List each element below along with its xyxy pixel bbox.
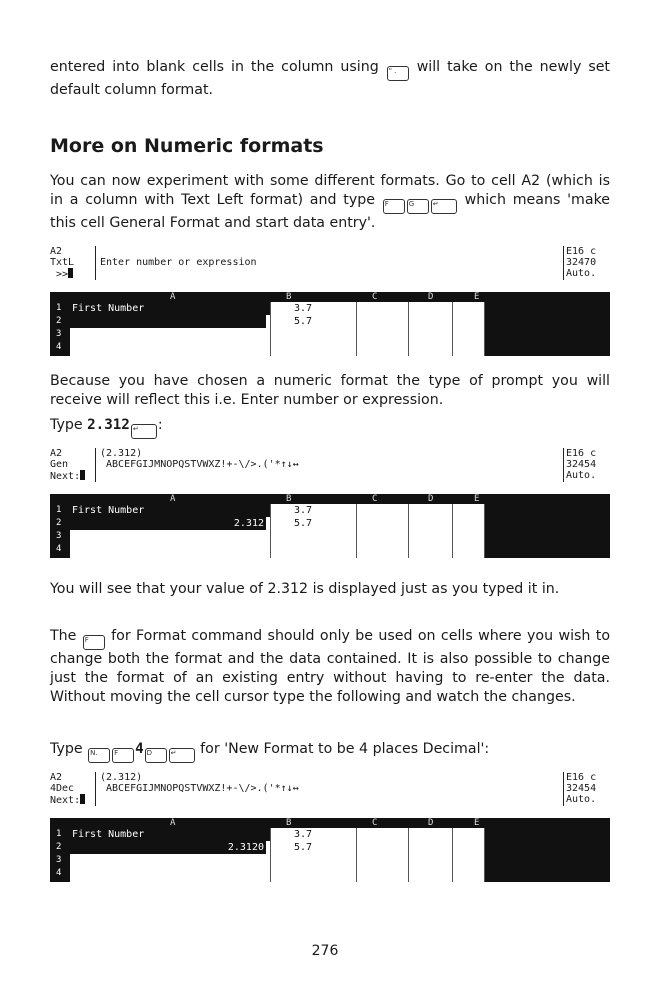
status-area [50,448,610,494]
col-header-a: A [170,494,176,504]
recalc-mode: Auto. [566,794,597,805]
prompt-marker: Next: [50,471,81,482]
cell-ref: A2 [50,448,63,459]
prompt-line [50,794,94,805]
para4-prefix: The [50,628,77,644]
cell-format: Gen [50,459,69,470]
col-header-e: E [474,818,480,828]
cell-a2-cursor: 2.3120 [70,841,266,854]
row-numbers [56,302,66,354]
cell-b1: 3.7 [293,303,312,314]
grid-line [408,504,409,558]
cell-b2: 5.7 [293,316,312,327]
prompt-line [50,268,94,279]
new-key-icon: N. [88,748,110,763]
row-num: 2 [56,518,62,528]
spreadsheet-grid [50,818,610,882]
paragraph-displayed: You will see that your value of 2.312 is displayed just as you typed it in. [50,581,560,597]
type2-suffix: for 'New Format to be 4 places Decimal': [200,741,490,757]
edit-line: (2.312) [100,772,143,783]
memory-free: 32454 [566,783,597,794]
ditto-key-icon: " . [387,66,409,81]
row-num: 2 [56,316,62,326]
intro-text: entered into blank cells in the column using [50,59,379,75]
col-header-a: A [170,292,176,302]
col-header-e: E [474,494,480,504]
divider [95,448,96,482]
row-numbers [56,504,66,556]
col-header-b: B [286,494,292,504]
g-key-icon: G [407,199,429,214]
prompt-text: Enter number or expression [100,257,257,268]
range-indicator: E16 c [566,772,597,783]
para1-after: which means 'make this cell General Format and start data entry'. [50,192,611,231]
para4-text: for Format command should only be used on cells where you wish to change both the format and the data contained. It is also possible to change just the format of an existing entry without having to re-enter the data. Without moving the cell cursor type the following and watch the changes. [50,628,611,705]
edit-line [100,246,257,257]
cell-a2-cursor [70,315,266,328]
grid-line [484,504,485,558]
row-num: 4 [56,342,62,352]
grid-line [452,302,453,356]
divider [95,772,96,806]
text-cursor [68,268,73,278]
row-num: 4 [56,544,62,554]
divider-right [563,772,564,806]
cell-a2-cursor: 2.312 [70,517,266,530]
col-header-a: A [170,818,176,828]
paragraph-go-to-a2 [50,172,610,233]
divider-right [563,246,564,280]
command-list: ABCEFGIJMNOPQSTVWXZ!+-\/>.('*↑↓↔ [100,459,299,470]
memory-free: 32454 [566,459,597,470]
spreadsheet-grid [50,494,610,558]
recalc-mode: Auto. [566,268,597,279]
grid-line [270,302,271,356]
grid-line [270,828,271,882]
paragraph-numeric-prompt: Because you have chosen a numeric format the type of prompt you will receive will reflect this i.e. Enter number or expression. [50,373,610,408]
cell-a1: First Number [70,302,270,315]
cell-ref: A2 [50,772,63,783]
row-num: 3 [56,329,62,339]
row-num: 1 [56,303,62,313]
type-label: Type [50,741,83,757]
col-header-d: D [428,818,434,828]
grid-line [356,828,357,882]
f-key-icon: F [112,748,134,763]
recalc-mode: Auto. [566,470,597,481]
enter-key-icon: ↵ [131,424,157,439]
intro-text-after: will take on the newly set default column format. [50,59,610,98]
type-instruction-1 [50,416,610,439]
screen-4dec-format [50,772,610,882]
status-area [50,772,610,818]
divider-right [563,448,564,482]
cell-ref: A2 [50,246,63,257]
paragraph-format-command [50,627,610,707]
f-key-icon: F [83,635,105,650]
edit-line: (2.312) [100,448,143,459]
row-num: 3 [56,855,62,865]
enter-key-icon: ↵ [169,748,195,763]
intro-paragraph [50,58,610,100]
row-num: 1 [56,505,62,515]
row-num: 3 [56,531,62,541]
prompt-marker: >> [50,269,69,280]
range-indicator: E16 c [566,448,597,459]
grid-line [484,302,485,356]
col-header-c: C [372,292,378,302]
grid-line [408,828,409,882]
grid-line [452,504,453,558]
para1-text: You can now experiment with some different formats. Go to cell A2 (which is in a column with Text Left format) and type [50,173,610,208]
row-num: 2 [56,842,62,852]
col-header-b: B [286,818,292,828]
prompt-line [50,470,94,481]
screen-gen-format [50,448,610,558]
cell-b2: 5.7 [293,518,312,529]
cell-b1: 3.7 [293,829,312,840]
row-numbers [56,828,66,880]
cell-format: TxtL [50,257,75,268]
digit-4: 4 [135,741,144,757]
grid-line [270,504,271,558]
prompt-marker: Next: [50,795,81,806]
col-header-d: D [428,494,434,504]
d-key-icon: D [145,748,167,763]
enter-key-icon: ↵ [431,199,457,214]
type-label: Type [50,417,83,433]
section-heading: More on Numeric formats [50,135,324,157]
f-key-icon: F [383,199,405,214]
typed-value: 2.312 [87,417,130,433]
cell-b1: 3.7 [293,505,312,516]
cell-a1: First Number [70,828,270,841]
text-cursor [80,794,85,804]
divider [95,246,96,280]
status-area [50,246,610,292]
page-number: 276 [311,943,339,959]
type-instruction-2 [50,740,610,763]
grid-line [356,302,357,356]
row-num: 4 [56,868,62,878]
colon: : [157,417,163,433]
cell-a1: First Number [70,504,270,517]
col-header-c: C [372,818,378,828]
screen-enter-number [50,246,610,356]
spreadsheet-grid [50,292,610,356]
grid-line [356,504,357,558]
grid-line [452,828,453,882]
row-num: 1 [56,829,62,839]
cell-b2: 5.7 [293,842,312,853]
cell-format: 4Dec [50,783,75,794]
col-header-d: D [428,292,434,302]
range-indicator: E16 c [566,246,597,257]
col-header-c: C [372,494,378,504]
memory-free: 32470 [566,257,597,268]
grid-line [484,828,485,882]
text-cursor [80,470,85,480]
grid-line [408,302,409,356]
col-header-e: E [474,292,480,302]
col-header-b: B [286,292,292,302]
command-list: ABCEFGIJMNOPQSTVWXZ!+-\/>.('*↑↓↔ [100,783,299,794]
